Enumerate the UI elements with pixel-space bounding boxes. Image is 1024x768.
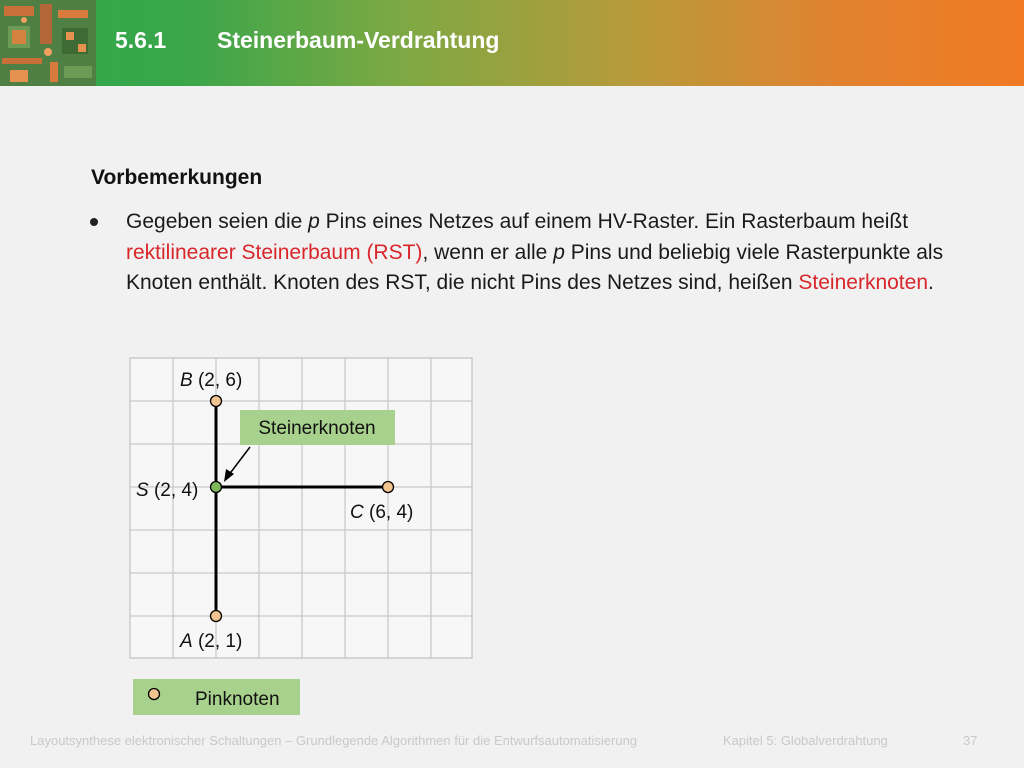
legend-pin-icon bbox=[149, 689, 160, 700]
steiner-node-S bbox=[211, 482, 222, 493]
footer-course: Layoutsynthese elektronischer Schaltungen – Grundlegende Algorithmen für die Entwurfsautomatisierung bbox=[30, 733, 638, 748]
footer-chapter: Kapitel 5: Globalverdrahtung bbox=[723, 733, 888, 748]
legend bbox=[133, 679, 300, 715]
grid bbox=[130, 358, 472, 658]
node-label-A: A (2, 1) bbox=[180, 631, 243, 652]
node-label-S: S (2, 4) bbox=[136, 480, 199, 501]
title-text: Steinerbaum-Verdrahtung bbox=[217, 27, 500, 53]
text-run: Gegeben seien die bbox=[126, 210, 309, 233]
legend-label: Pinknoten bbox=[195, 689, 280, 710]
text-run: Pins und beliebig viele Rasterpunkte als Knoten enthält. Knoten des RST, die nicht Pins des Netzes sind, heißen bbox=[126, 240, 944, 294]
section-heading: Vorbemerkungen bbox=[91, 166, 263, 189]
text-run: Pins eines Netzes auf einem HV-Raster. Ein Rasterbaum heißt bbox=[319, 210, 909, 233]
text-run: , wenn er alle bbox=[422, 240, 554, 264]
pin-node-C bbox=[383, 482, 394, 493]
section-number: 5.6.1 bbox=[115, 27, 167, 53]
node-label-B: B (2, 6) bbox=[180, 370, 243, 391]
variable-p: p bbox=[553, 240, 565, 264]
term-steinerknoten: Steinerknoten bbox=[798, 271, 928, 294]
pin-node-B bbox=[211, 396, 222, 407]
term-rst: rektilinearer Steinerbaum (RST) bbox=[126, 240, 423, 264]
text-run: . bbox=[928, 271, 934, 294]
pin-node-A bbox=[211, 611, 222, 622]
variable-p: p bbox=[308, 210, 320, 233]
footer-page-number: 37 bbox=[963, 733, 978, 748]
node-label-C: C (6, 4) bbox=[350, 502, 414, 523]
steiner-callout-label: Steinerknoten bbox=[258, 418, 376, 439]
